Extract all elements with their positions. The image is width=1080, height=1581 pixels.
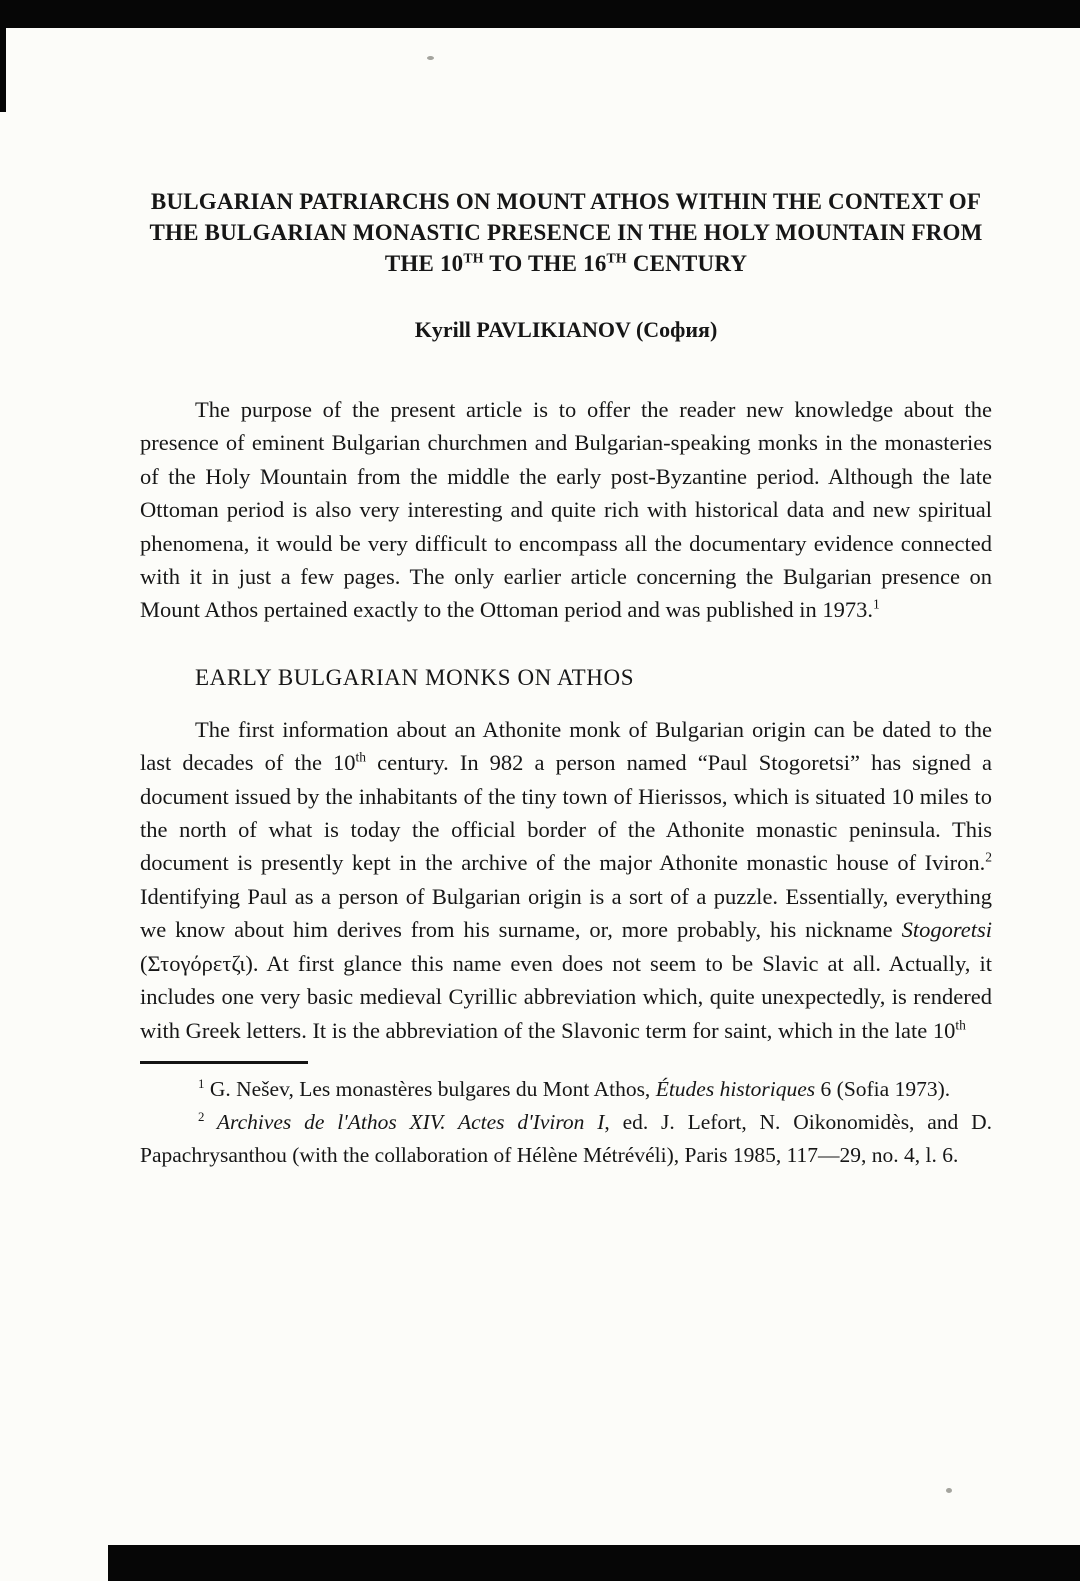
scan-speck	[946, 1488, 952, 1493]
footnote-ref-1: 1	[873, 596, 880, 612]
ordinal-superscript: th	[955, 1017, 966, 1032]
title-ordinal-superscript: TH	[463, 250, 484, 266]
footnote-separator-rule	[140, 1061, 308, 1064]
title-segment: BULGARIAN PATRIARCHS ON MOUNT ATHOS WITHIN THE CONTEXT OF THE BULGARIAN MONASTIC PRESENCE IN THE HOLY MOUNTAIN FROM THE 10	[149, 189, 983, 276]
paragraph-text: The purpose of the present article is to offer the reader new knowledge about the presence of eminent Bulgarian churchmen and Bulgarian-speaking monks in the monasteries of the Holy Mountain from the middle the early post-Byzantine period. Although the late Ottoman period is also very interesting and quite rich with historical data and new spiritual phenomena, it would be very difficult to encompass all the documentary evidence connected with it in just a few pages. The only earlier article concerning the Bulgarian presence on Mount Athos pertained exactly to the Ottoman period and was published in 1973.	[140, 397, 992, 623]
paragraph-text: The first information about an Athonite monk of Bulgarian origin can be dated to the last decades of the 10	[140, 716, 992, 776]
footnote-1	[140, 1073, 992, 1106]
title-ordinal-superscript: TH	[606, 250, 627, 266]
article-content	[140, 186, 992, 1172]
page-title	[143, 186, 989, 279]
early-monks-paragraph	[140, 713, 992, 1047]
footnote-marker: 2	[198, 1109, 205, 1124]
paragraph-text: Identifying Paul as a person of Bulgarian origin is a sort of a puzzle. Essentially, everything we know about him derives from his surname, or, more probably, his nickname	[140, 883, 992, 943]
footnote-2	[140, 1106, 992, 1172]
title-segment: TO THE 16	[483, 251, 607, 276]
footnote-text: , ed. J. Lefort, N. Oikonomidès, and D. Papachrysanthou (with the collaboration of Hélène Métrévéli), Paris 1985, 117—29, no. 4, l. 6.	[140, 1109, 992, 1167]
title-segment: CENTURY	[626, 251, 748, 276]
scan-band-bottom	[108, 1545, 1080, 1581]
italic-term: Stogoretsi	[901, 917, 992, 943]
paragraph-text: century. In 982 a person named “Paul Stogoretsi” has signed a document issued by the inhabitants of the tiny town of Hierissos, which is situated 10 miles to the north of what is today the official border of the Athonite monastic peninsula. This document is presently kept in the archive of the major Athonite monastic house of Iviron.	[140, 750, 992, 876]
intro-paragraph	[140, 393, 992, 627]
footnote-ref-2: 2	[985, 849, 992, 865]
author-line: Kyrill PAVLIKIANOV (София)	[414, 317, 718, 342]
section-heading: EARLY BULGARIAN MONKS ON ATHOS	[195, 664, 635, 690]
footnote-italic-title: Études historiques	[655, 1076, 816, 1101]
scan-speck	[427, 56, 434, 60]
footnote-text: G. Nešev, Les monastères bulgares du Mont Athos,	[204, 1076, 656, 1101]
scan-band-top-left	[0, 0, 6, 112]
ordinal-superscript: th	[355, 749, 367, 765]
footnote-marker: 1	[198, 1076, 205, 1091]
paragraph-text: (Στογόρετζι). At first glance this name even does not seem to be Slavic at all. Actually, it includes one very basic medieval Cyrillic abbreviation which, quite unexpectedly, is rendered with Greek letters. It is the abbreviation of the Slavonic term for saint, which in the late 10	[140, 950, 992, 1043]
footnote-text: 6 (Sofia 1973).	[815, 1076, 951, 1101]
footnotes-block	[140, 1073, 992, 1172]
scan-band-top	[0, 0, 1080, 28]
footnote-italic-title: Archives de l'Athos XIV. Actes d'Iviron I	[204, 1109, 605, 1134]
